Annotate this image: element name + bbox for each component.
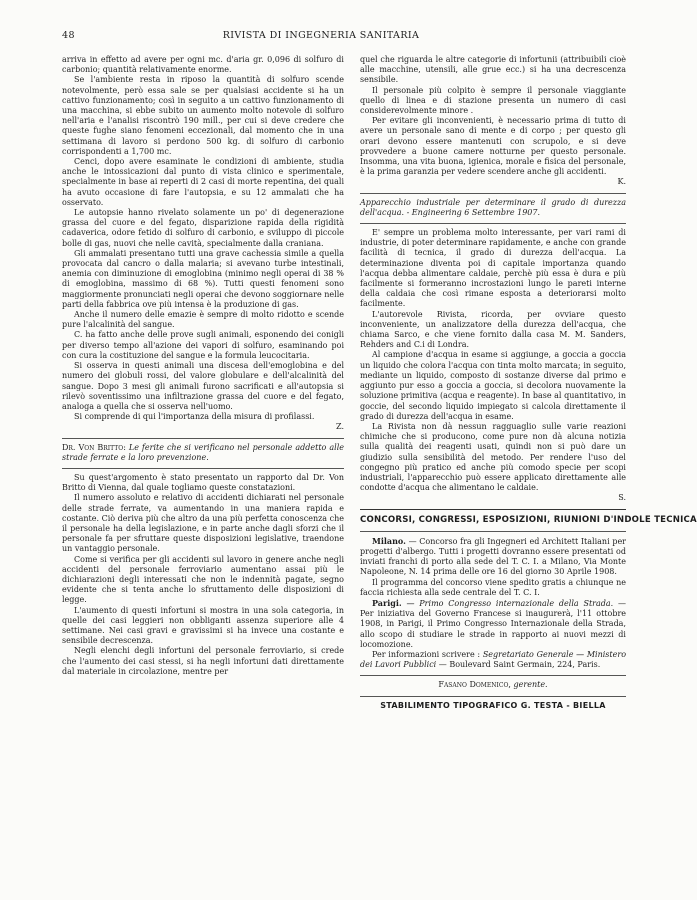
- notice-place: Milano.: [372, 535, 406, 546]
- paragraph: quel che riguarda le altre categorie di infortunii (attribuibili cioè alle macchine, utensili, alle grue ecc.) si ha una decrescenza sensibile.: [360, 55, 626, 85]
- paragraph: Cenci, dopo avere esaminate le condizioni di ambiente, studia anche le intossicazioni dal punto di vista clinico e sperimentale, specialmente in base ai reperti di 2 casi di morte repentina, dei quali ha avuto occasione di fare l'autopsia, e su 12 ammalati che ha osservato.: [62, 157, 344, 207]
- printer-imprint: STABILIMENTO TIPOGRAFICO G. TESTA - BIELLA: [380, 700, 606, 710]
- article-source: - Engineering 6 Settembre 1907.: [406, 207, 541, 217]
- notice-milano: [360, 536, 626, 578]
- paragraph: Se l'ambiente resta in riposo la quantità di solfuro scende notevolmente, però essa sale se per qualsiasi accidente si ha un cattivo funzionamento; così in seguito a un cattivo funzionamento di una macchina, si ebbe subito un aumento molto notevole di solfuro nell'aria e l'analisi riscontrò 190 mill., per cui si deve credere che queste fughe siano fenomeni eccezionali, dal momento che in una settimana di lavoro si perdono 500 kg. di solfuro di carbonio corrispondenti a 1,700 mc.: [62, 75, 344, 156]
- section-divider: [360, 675, 626, 676]
- article-signature: K.: [617, 177, 626, 187]
- paragraph: Le autopsie hanno rivelato solamente un po' di degenerazione grassa del cuore e del fegato, disparizione rapida della rigidità cadaverica, odore fetido di solfuro di carbonio, e sviluppo di piccole bolle di gas, nuovi che nelle cavità, specialmente dalla craniana.: [62, 208, 344, 248]
- paragraph: arriva in effetto ad avere per ogni mc. d'aria gr. 0,096 di solfuro di carbonio; quantità relativamente enorme.: [62, 55, 344, 75]
- paragraph: Al campione d'acqua in esame si aggiunge, a goccia a goccia un liquido che colora l'acqua con tinta molto marcata; in seguito, mediante un liquido, composto di sostanze diverse dal primo e aggiunto pur esso a goccia a goccia, si decolora nuovamente la soluzione primitiva (acqua e reagente). In base al quantitativo, in goccie, del secondo liquido impiegato si calcola direttamente il grado di durezza dell'acqua in esame.: [360, 350, 626, 421]
- left-column: [62, 55, 344, 855]
- article-divider: [62, 438, 344, 439]
- paragraph: Gli ammalati presentano tutti una grave cachessia simile a quella provocata dal cancro o dalla malaria; si avevano turbe intestinali, anemia con diminuzione di emoglobina (minimo negli operai di 38 % di emoglobina, massimo di 68 %). Tutti questi fenomeni sono maggiormente pronunciati negli operai che devono soggiornare nelle parti della fabbrica ove più intensa è la produzione di gas.: [62, 248, 344, 309]
- page-number: 48: [62, 30, 75, 41]
- notice-parigi: [360, 598, 626, 650]
- article-divider: [62, 468, 344, 469]
- info-address: — Boulevard Saint Germain, 224, Paris.: [438, 660, 601, 670]
- notice-text: — Per iniziativa del Governo Francese si inaugurerà, l'11 ottobre 1908, in Parigi, il Primo Congresso Internazionale della Strada, allo scopo di studiare le strade in rapporto ai nuovi mezzi di locomozione.: [360, 598, 627, 649]
- notice-title: — Primo Congresso internazionale della Strada.: [406, 598, 614, 608]
- editor-line: [360, 680, 626, 690]
- paragraph: Per evitare gli inconvenienti, è necessario prima di tutto di avere un personale sano di mente e di corpo ; per questo gli orari devono essere mantenuti con scrupolo, e si deve provvedere a buone camere notturne per questo personale. Insomma, una vita buona, igienica, morale e fisica del personale, è la prima garanzia per vedere scendere anche gli accidenti.: [360, 116, 626, 177]
- article-author: Dr. Von Britto: [62, 442, 124, 452]
- paragraph: Negli elenchi degli infortuni del personale ferroviario, si crede che l'aumento dei casi stessi, si ha negli infortuni dati direttamente dal materiale in circolazione, mentre per: [62, 646, 344, 676]
- notice-place: Parigi.: [372, 597, 402, 608]
- editor-role: gerente.: [513, 680, 548, 690]
- info-secretary: Segretariato Generale — Ministero dei Lavori Pubblici: [360, 649, 627, 670]
- paragraph: Il programma del concorso viene spedito gratis a chiunque ne faccia richiesta alla sede centrale del T. C. I.: [360, 577, 626, 597]
- info-lead: Per informazioni scrivere :: [372, 649, 481, 659]
- paragraph: La Rivista non dà nessun ragguaglio sulle varie reazioni chimiche che si producono, come pure non dà alcuna notizia sulla qualità dei reagenti usati, quindi non si può dare un giudizio sulla sensibilità del metodo. Per rendere l'uso del congegno più pratico ed anche più comodo specie per scopi industriali, l'apparecchio può essere applicato direttamente alle condotte d'acqua che alimentano le caldaie.: [360, 421, 626, 493]
- paragraph: Come si verifica per gli accidenti sul lavoro in genere anche negli accidenti del personale ferroviario aumentano assai più le dichiarazioni degli interessati che non le indennità pagate, segno evidente che si tenta anche lo sfruttamento delle disposizioni di legge.: [62, 554, 344, 605]
- article-signature: S.: [618, 493, 626, 503]
- article-title: [360, 198, 626, 218]
- page-header: [0, 30, 642, 46]
- paragraph: Il personale più colpito è sempre il personale viaggiante quello di linea e di stazione presenta un numero di casi considerevolmente minore .: [360, 85, 626, 116]
- paragraph: C. ha fatto anche delle prove sugli animali, esponendo dei conigli per diverso tempo all'azione dei vapori di solfuro, esaminando poi con cura la costituzione del sangue e la formula leucocitaria.: [62, 330, 344, 360]
- paragraph: Su quest'argomento è stato presentato un rapporto dal Dr. Von Britto di Vienna, dal quale togliamo queste constatazioni.: [62, 472, 344, 493]
- section-divider: [360, 531, 626, 532]
- paragraph: Si comprende di qui l'importanza della misura di profilassi.: [74, 412, 315, 422]
- paragraph: L'aumento di questi infortuni si mostra in una sola categoria, in quelle dei casi leggieri non obbliganti assenza superiore alle 4 settimane. Nei casi gravi e gravissimi si ha invece una costante e sensibile decrescenza.: [62, 605, 344, 646]
- article-signature: Z.: [336, 422, 344, 432]
- paragraph: E' sempre un problema molto interessante, per vari rami di industrie, di poter determinare rapidamente, e anche con grande facilità di tecnica, il grado di durezza dell'acqua. La determinazione diventa poi di capitale importanza quando l'acqua debba alimentare caldaie, perchè più essa è dura e più facilmente si formeranno incrostazioni lungo le pareti interne della caldaia che così rimane esposta a deteriorarsi molto facilmente.: [360, 228, 626, 309]
- article-divider: [360, 223, 626, 224]
- section-divider: [360, 696, 626, 697]
- article-title-text: Apparecchio industriale per determinare il grado di durezza dell'acqua.: [360, 197, 626, 217]
- article-title-text: Le ferite che si verificano nel personale addetto alle strade ferrate e la loro prevenzione.: [62, 442, 344, 462]
- paragraph: Il numero assoluto e relativo di accidenti dichiarati nel personale delle strade ferrate, va aumentando in una maniera rapida e costante. Ciò deriva più che altro da una più perfetta conoscenza che il personale ha della legislazione, e in parte anche dagli sforzi che il personale fa per sfruttare queste disposizioni legislative, traendone un vantaggio personale.: [62, 493, 344, 554]
- editor-name: Fasano Domenico,: [438, 680, 511, 690]
- info-paragraph: [360, 650, 626, 670]
- notice-text: — Concorso fra gli Ingegneri ed Architett Italiani per progetti d'albergo. Tutti i progetti dovranno essere presentati od inviati franchi di porto alla sede del T. C. I. a Milano, Via Monte Napoleone, N. 14 prima delle ore 16 del giorno 30 Aprile 1908.: [360, 536, 626, 577]
- paragraph: L'autorevole Rivista, ricorda, per ovviare questo inconveniente, un analizzatore della durezza dell'acqua, che chiama Sarco, e che viene fornito dalla casa M. M. Sanders, Rehders and C.i di Londra.: [360, 309, 626, 350]
- running-title: RIVISTA DI INGEGNERIA SANITARIA: [222, 30, 420, 41]
- article-title: Dr. Von Britto: Le ferite che si verificano nel personale addetto alle strade ferrate e la loro prevenzione.: [62, 442, 344, 462]
- paragraph: Anche il numero delle emazie è sempre di molto ridotto e scende pure l'alcalinità del sangue.: [62, 310, 344, 330]
- section-divider: [360, 509, 626, 510]
- paragraph: Si osserva in questi animali una discesa dell'emoglobina e del numero dei globuli rossi, del valore globulare e dell'alcalinità del sangue. Dopo 3 mesi gli animali furono sacrificati e all'autopsia si rilevò soventissimo una infiltrazione grassa del cuore e del fegato, analoga a quella che si osserva nell'uomo.: [62, 361, 344, 411]
- section-heading: CONCORSI, CONGRESSI, ESPOSIZIONI, RIUNIONI D'INDOLE TECNICA: [360, 514, 697, 525]
- article-divider: [360, 193, 626, 194]
- right-column: [360, 55, 697, 855]
